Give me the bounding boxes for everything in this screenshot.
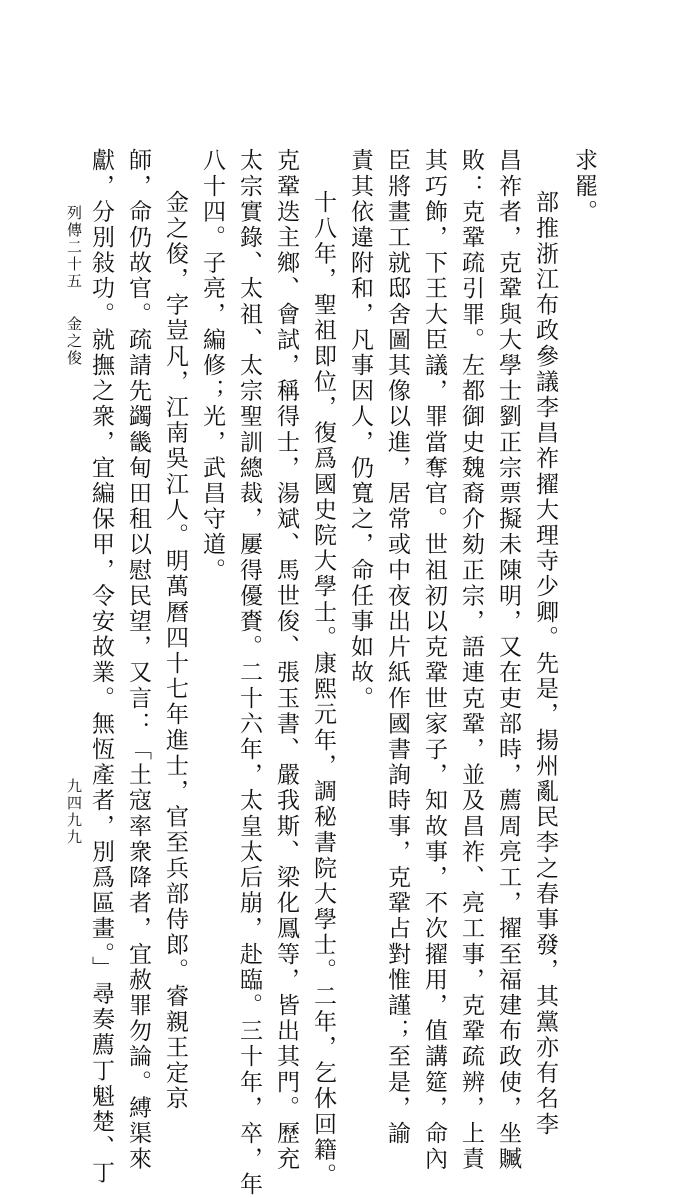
text-column-9: 克鞏迭主鄉、會試，稱得士，湯斌、馬世俊、張玉書、嚴我斯、梁化鳳等，皆出其門。歷充: [273, 148, 299, 1172]
text-column-7: 責其依違附和，凡事因人，仍寬之，命任事如故。: [347, 148, 373, 712]
text-column-10: 太宗實錄、太祖、太宗聖訓總裁，屢得優賚。二十六年，太皇太后崩，赴臨。三十年，卒，年: [236, 148, 262, 1198]
text-column-8: 十八年，聖祖即位，復爲國史院大學士。康熙元年，調秘書院大學士。二年，乞休回籍。: [310, 190, 336, 1189]
text-column-5: 其巧飾，下王大臣議，罪當奪官。世祖初以克鞏世家子，知故事，不次擢用，值講筵，命內: [421, 148, 447, 1172]
text-column-12: 金之俊，字豈凡，江南吳江人。明萬曆四十七年進士，官至兵部侍郎。睿親王定京: [162, 190, 188, 1112]
header-volume: 列傳二十五: [65, 205, 83, 290]
text-column-4: 敗：克鞏疏引罪。左都御史魏裔介劾正宗，語連克鞏，並及昌祚、亮工事，克鞏疏辨，上責: [458, 148, 484, 1172]
text-column-11: 八十四。子亮，編修；光，武昌守道。: [199, 148, 225, 584]
text-column-1: 求罷。: [571, 148, 597, 225]
header-name: 金之俊: [65, 316, 83, 367]
text-column-13: 師，命仍故官。疏請先蠲畿甸田租以慰民望，又言：「土寇率衆降者，宜赦罪勿論。縛渠來: [125, 148, 151, 1172]
text-column-6: 臣將畫工就邸舍圖其像以進，居常或中夜出片紙作國書詢時事，克鞏占對惟謹；至是，諭: [384, 148, 410, 1147]
text-column-2: 部推浙江布政參議李昌祚擢大理寺少卿。先是，揚州亂民李之春事發，其黨亦有名李: [532, 190, 558, 1138]
page-number: 九四九九: [65, 778, 83, 846]
text-column-3: 昌祚者，克鞏與大學士劉正宗票擬未陳明，又在吏部時，薦周亮工，擢至福建布政使，坐贓: [495, 148, 521, 1172]
running-header: [64, 205, 85, 367]
text-column-14: 獻，分別敍功。就撫之衆，宜編保甲，令安故業。無恆產者，別爲區畫。」尋奏薦丁魁楚、丁: [88, 148, 114, 1187]
